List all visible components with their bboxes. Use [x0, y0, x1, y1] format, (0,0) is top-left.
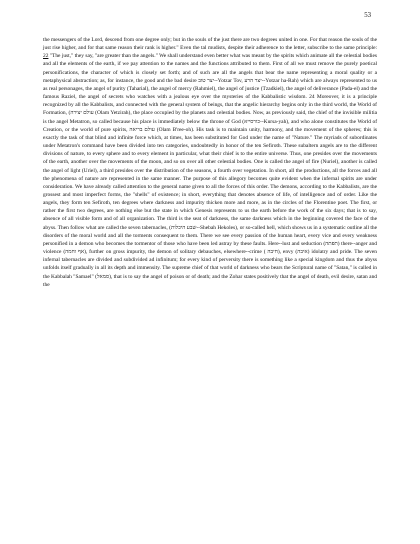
footnote-reference[interactable]: 22 [43, 53, 49, 60]
body-text-part-1: the messengers of the Lord, descend from one degree only; but in the souls of the just there are two degrees united in one. For that reason the souls of the just rise higher, and for that same reason their rank is higher." Even the tal mudists, despite their adherence to the letter, subscribe to the same principle: [43, 37, 377, 52]
body-paragraph [43, 36, 377, 289]
body-text-part-2: "The just," they say, "are greater than the angels." We shall understand even better what was meant by the spirits which animate all the celestial bodies and all the elements of the earth, if we pay attention to the names and the functions attributed to them. First of all we must remove the purely poetical personifications, the character of which is closely set forth; and of such are all the angels that bear the name representing a moral quality or a metaphysical abstraction; as, for instance, the good and the bad desire יצר טוב--Yotzar Tov, יצר הרע--Yotzar ha-Rah) which are always represented to us as real personages, the angel of purity (Taharial), the angel of mercy (Rahmiel), the angel of justice (Tzadkiel), the angel of deliverance (Pada-el) and the famous Raziel, the angel of secrets who watches with a jealous eye over the mysteries of the Kabbalistic wisdom. 24 Moreover, it is a principle recognized by all the Kabbalists, and connected with the general system of beings, that the angelic hierarchy begins only in the third world, the World of Formation, (עולם יצירה (Olam Yetzirah), the place occupied by the planets and celestial bodies. Now, as previously said, the chief of the invisible militia is the angel Metatron, so called because his place is immediately below the throne of God (כורסייא--Kursa-yah), and who alone constitutes the World of Creation, or the world of pure spirits, עולם בריאה (Olam B'ree-oh). His task is to maintain unity, harmony, and the movement of the spheres; this is exactly the task of that blind and infinite force which, at times, has been substituted for God under the name of "Nature." The myriads of subordinates under Metatron's command have been divided into ten categories, undoubtedly in honor of the ten Sefiroth. These subaltern angels are to the different divisions of nature, to every sphere and to every element in particular, what their chief is to the entire universe. Thus, one presides over the movements of the earth, another over the movements of the moon, and so on over all other celestial bodies. One is called the angel of fire (Nuriel), another is called the angel of light (Uriel), a third presides over the distribution of the seasons, a fourth over vegetation. In short, all the productions, all the forces and all the phenomena of nature are represented in the same manner. The purpose of this allegory becomes quite evident when the infernal spirits are under consideration. We have already called attention to the general name given to all the forces of this order. The demons, according to the Kabbalists, are the grossest and most imperfect forms, the "shells" of existence; in short, everything that denotes absence of life, of intelligence and of order. Like the angels, they form ten Sefiroth, ten degrees where darkness and impurity thicken more and more, as in the circles of the Florentine poet. The first, or rather the first two degrees, are nothing else but the state in which Genesis represents to us the earth before the work of the six days; that is to say, absence of all visible form and of all organization. The third is the seat of darkness, the same darkness which in the beginning covered the face of the abyss. Then follow what are called the seven tabernacles, (שבע היכלות--Shebah Hekoles), or so-called hell, which shows us in a systematic outline all the disorders of the moral world and all the torments consequent to them. There we see every passion of the human heart, every vice and every weakness personified in a demon who becomes the tormentor of those who have been led astray by these faults. Here--lust and seduction (תפתה) there--anger and violence (אף וחמה), further on gross impurity, the demon of solitary debauches, elsewhere--crime ( חיבה), envy (איבה) idolatry and pride. The seven infernal tabernacles are divided and subdivided ad infinitum; for every kind of perversity there is something like a special kingdom and thus the abyss unfolds itself gradually in all its depth and immensity. The supreme chief of that world of darkness who bears the Scriptural name of "Satan," is called in the Kabbalah "Samael" (סמאל), that is to say the angel of poison or of death; and the Zohar states positively that the angel of death, evil desire, satan and the [43, 53, 378, 288]
page-number: 53 [364, 12, 371, 19]
